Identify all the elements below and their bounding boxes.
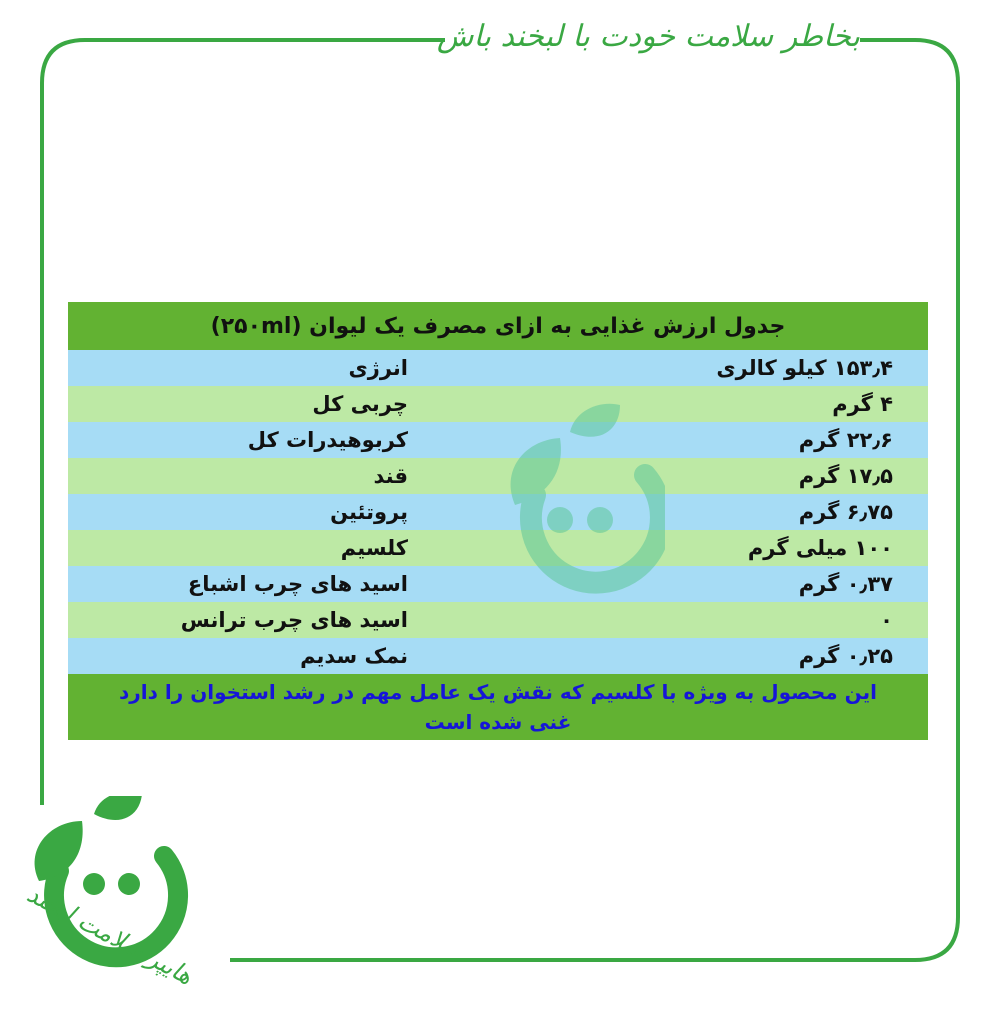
row-label: کربوهیدرات کل [247,428,408,452]
row-label: پروتئین [330,500,408,524]
table-row [68,566,928,602]
row-label: انرژی [348,356,408,380]
table-row [68,638,928,674]
row-value: ۲۲٫۶ گرم [798,428,893,452]
row-label: قند [373,464,408,488]
row-value: ۰٫۲۵ گرم [798,644,893,668]
nutrition-table [68,302,928,740]
header-tagline: بخاطر سلامت خودت با لبخند باش [436,19,860,54]
row-label: نمک سدیم [300,644,408,668]
table-row [68,602,928,638]
row-value: ۰ [880,608,893,632]
table-row [68,530,928,566]
table-row [68,422,928,458]
row-label: چربی کل [312,392,408,416]
row-label: کلسیم [340,536,408,560]
row-value: ۴ گرم [832,392,893,416]
table-row [68,386,928,422]
row-value: ۱۷٫۵ گرم [798,464,893,488]
table-row [68,350,928,386]
table-row [68,458,928,494]
logo-text: هایپر سلامت لبخند [22,879,198,991]
table-row [68,494,928,530]
row-label: اسید های چرب اشباع [187,572,408,596]
row-value: ۱۵۳٫۴ کیلو کالری [716,356,893,380]
row-value: ۰٫۳۷ گرم [798,572,893,596]
row-value: ۶٫۷۵ گرم [798,500,893,524]
row-label: اسید های چرب ترانس [180,608,408,632]
table-title: جدول ارزش غذایی به ازای مصرف یک لیوان (۲۵۰ml) [68,302,928,350]
row-value: ۱۰۰ میلی گرم [747,536,893,560]
table-footer-note: این محصول به ویژه با کلسیم که نقش یک عامل مهم در رشد استخوان را دارد غنی شده است [68,674,928,740]
